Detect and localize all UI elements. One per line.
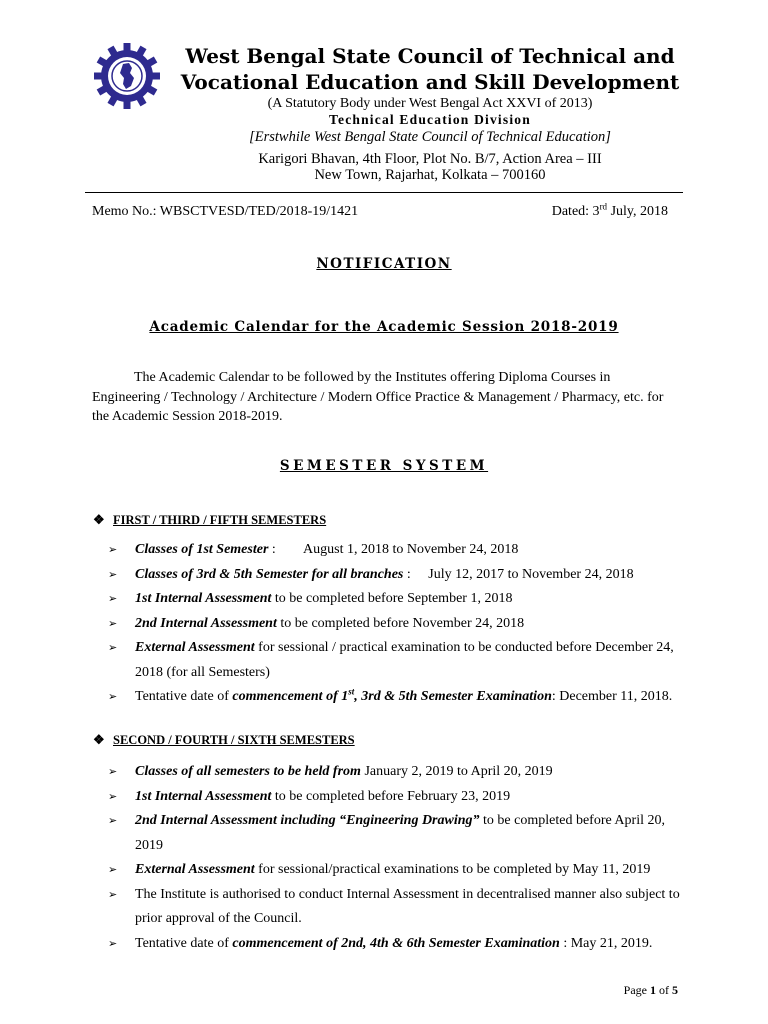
statutory-note: (A Statutory Body under West Bengal Act XXVI of 2013) <box>267 96 593 111</box>
list-item: ➢ The Institute is authorised to conduct Internal Assessment in decentralised manner also subject to prior approval of the Council. <box>108 883 686 932</box>
arrow-bullet-icon: ➢ <box>108 864 118 876</box>
arrow-bullet-icon: ➢ <box>108 937 118 950</box>
header-divider <box>85 192 683 193</box>
arrow-bullet-icon: ➢ <box>108 691 118 703</box>
list-item: ➢ Tentative date of commencement of 1st, 3rd & 5th Semester Examination: December 11, 2018. <box>108 685 686 710</box>
erstwhile-note: [Erstwhile West Bengal State Council of Technical Education] <box>249 129 611 145</box>
section-heading-odd-semesters: ❖ FIRST / THIRD / FIFTH SEMESTERS <box>93 512 327 527</box>
arrow-bullet-icon: ➢ <box>108 617 118 630</box>
arrow-bullet-icon: ➢ <box>108 642 118 654</box>
list-item: ➢ Classes of 3rd & 5th Semester for all branches : July 12, 2017 to November 24, 2018 <box>108 563 686 588</box>
diamond-bullet-icon: ❖ <box>93 512 105 527</box>
list-item: ➢ 2nd Internal Assessment including “Engineering Drawing” to be completed before April 20, 2019 <box>108 809 686 858</box>
even-semester-list <box>108 760 686 956</box>
list-item: ➢ External Assessment for sessional / practical examination to be conducted before December 24, 2018 (for all Semesters) <box>108 636 686 685</box>
list-item: ➢ 1st Internal Assessment to be completed before February 23, 2019 <box>108 785 686 810</box>
arrow-bullet-icon: ➢ <box>108 544 118 556</box>
notification-heading: NOTIFICATION <box>316 256 452 272</box>
address-line1: Karigori Bhavan, 4th Floor, Plot No. B/7, Action Area – III <box>258 151 602 167</box>
page-number: Page 1 of 5 <box>623 983 678 997</box>
list-item: ➢ Classes of all semesters to be held from January 2, 2019 to April 20, 2019 <box>108 760 686 785</box>
division-name: Technical Education Division <box>329 112 531 127</box>
calendar-title: Academic Calendar for the Academic Session 2018-2019 <box>149 319 619 335</box>
list-item: ➢ External Assessment for sessional/practical examinations to be completed by May 11, 2019 <box>108 858 686 883</box>
semester-system-heading: SEMESTER SYSTEM <box>279 458 489 474</box>
org-title-line1: West Bengal State Council of Technical and <box>185 44 675 68</box>
memo-number: Memo No.: WBSCTVESD/TED/2018-19/1421 <box>92 204 359 219</box>
odd-semester-list <box>108 538 686 710</box>
org-title-line2: Vocational Education and Skill Development <box>180 70 680 94</box>
list-item: ➢ Classes of 1st Semester : August 1, 2018 to November 24, 2018 <box>108 538 686 563</box>
council-emblem-icon <box>93 42 161 110</box>
arrow-bullet-icon: ➢ <box>108 593 118 605</box>
arrow-bullet-icon: ➢ <box>108 568 118 581</box>
arrow-bullet-icon: ➢ <box>108 790 118 803</box>
intro-paragraph: The Academic Calendar to be followed by the Institutes offering Diploma Courses in Engineering / Technology / Architecture / Modern Office Practice & Management / Pharmacy, etc. for the Academic Session 2018-2019. <box>92 370 664 424</box>
list-item: ➢ 2nd Internal Assessment to be completed before November 24, 2018 <box>108 612 686 637</box>
arrow-bullet-icon: ➢ <box>108 815 118 827</box>
memo-date: Dated: 3rd July, 2018 <box>551 201 668 219</box>
list-item: ➢ Tentative date of commencement of 2nd, 4th & 6th Semester Examination : May 21, 2019. <box>108 932 686 957</box>
list-item: ➢ 1st Internal Assessment to be completed before September 1, 2018 <box>108 587 686 612</box>
section-heading-even-semesters: ❖ SECOND / FOURTH / SIXTH SEMESTERS <box>93 732 355 747</box>
diamond-bullet-icon: ❖ <box>93 732 105 747</box>
arrow-bullet-icon: ➢ <box>108 766 118 778</box>
arrow-bullet-icon: ➢ <box>108 888 118 901</box>
address-line2: New Town, Rajarhat, Kolkata – 700160 <box>314 167 546 183</box>
